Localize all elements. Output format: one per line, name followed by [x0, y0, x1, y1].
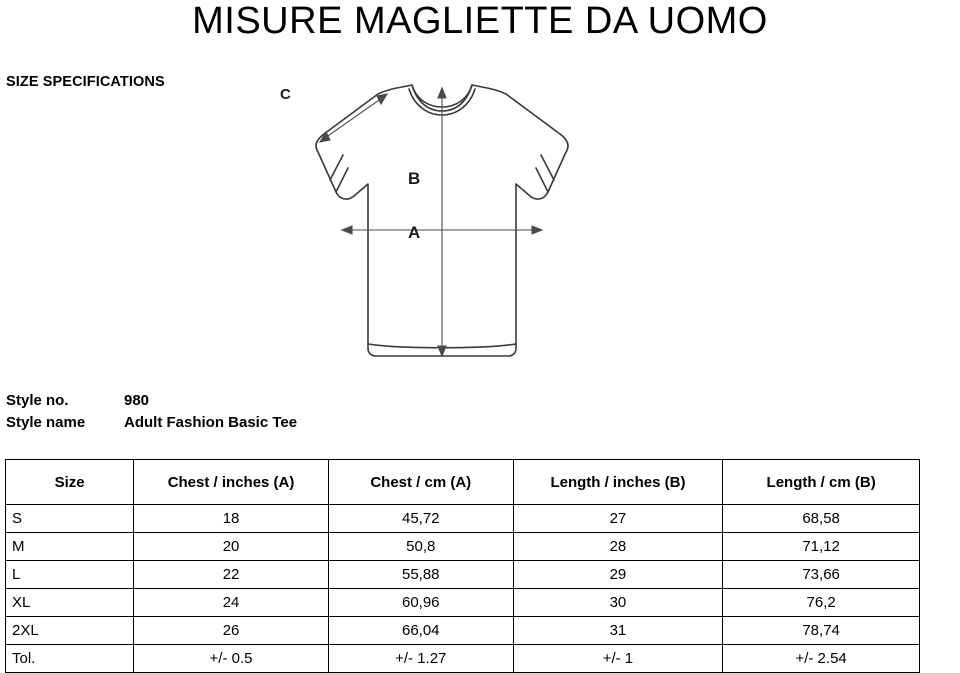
cell-chest-inches: 24 — [134, 589, 329, 617]
cell-length-inches: +/- 1 — [513, 645, 723, 673]
cell-chest-cm: 50,8 — [328, 533, 513, 561]
page-title: MISURE MAGLIETTE DA UOMO — [192, 0, 768, 42]
cell-length-cm: 68,58 — [723, 505, 920, 533]
table-row — [6, 617, 920, 645]
tshirt-diagram — [230, 72, 610, 372]
cell-size: Tol. — [6, 645, 134, 673]
table-row — [6, 533, 920, 561]
cell-chest-inches: +/- 0.5 — [134, 645, 329, 673]
cell-length-cm: +/- 2.54 — [723, 645, 920, 673]
table-body — [6, 505, 920, 673]
table-header-length-inches: Length / inches (B) — [513, 460, 723, 505]
cell-size: S — [6, 505, 134, 533]
style-no-value: 980 — [124, 392, 150, 409]
table-header — [6, 460, 920, 505]
cell-length-inches: 27 — [513, 505, 723, 533]
size-table — [5, 459, 920, 673]
cell-chest-inches: 20 — [134, 533, 329, 561]
cell-chest-cm: 60,96 — [328, 589, 513, 617]
table-row — [6, 645, 920, 673]
style-info — [6, 392, 297, 436]
cell-length-cm: 76,2 — [723, 589, 920, 617]
cell-chest-inches: 18 — [134, 505, 329, 533]
table-header-length-cm: Length / cm (B) — [723, 460, 920, 505]
cell-size: M — [6, 533, 134, 561]
cell-chest-inches: 22 — [134, 561, 329, 589]
cell-chest-cm: 66,04 — [328, 617, 513, 645]
cell-size: XL — [6, 589, 134, 617]
diagram-label-a: A — [408, 223, 421, 242]
style-no-row — [6, 392, 297, 414]
cell-length-cm: 71,12 — [723, 533, 920, 561]
cell-chest-inches: 26 — [134, 617, 329, 645]
table-header-chest-inches: Chest / inches (A) — [134, 460, 329, 505]
style-name-row — [6, 414, 297, 436]
cell-chest-cm: 45,72 — [328, 505, 513, 533]
cell-length-inches: 29 — [513, 561, 723, 589]
cell-length-cm: 73,66 — [723, 561, 920, 589]
cell-size: 2XL — [6, 617, 134, 645]
cell-length-inches: 28 — [513, 533, 723, 561]
table-header-row — [6, 460, 920, 505]
diagram-label-c: C — [280, 86, 291, 103]
table-row — [6, 505, 920, 533]
cell-chest-cm: +/- 1.27 — [328, 645, 513, 673]
table-row — [6, 589, 920, 617]
table-header-size: Size — [6, 460, 134, 505]
size-specifications-label: SIZE SPECIFICATIONS — [6, 74, 165, 90]
diagram-label-b: B — [408, 169, 421, 188]
cell-length-inches: 31 — [513, 617, 723, 645]
cell-size: L — [6, 561, 134, 589]
style-name-value: Adult Fashion Basic Tee — [124, 414, 298, 431]
table-header-chest-cm: Chest / cm (A) — [328, 460, 513, 505]
style-no-label: Style no. — [6, 392, 69, 409]
table-row — [6, 561, 920, 589]
cell-chest-cm: 55,88 — [328, 561, 513, 589]
style-name-label: Style name — [6, 414, 86, 431]
cell-length-cm: 78,74 — [723, 617, 920, 645]
cell-length-inches: 30 — [513, 589, 723, 617]
